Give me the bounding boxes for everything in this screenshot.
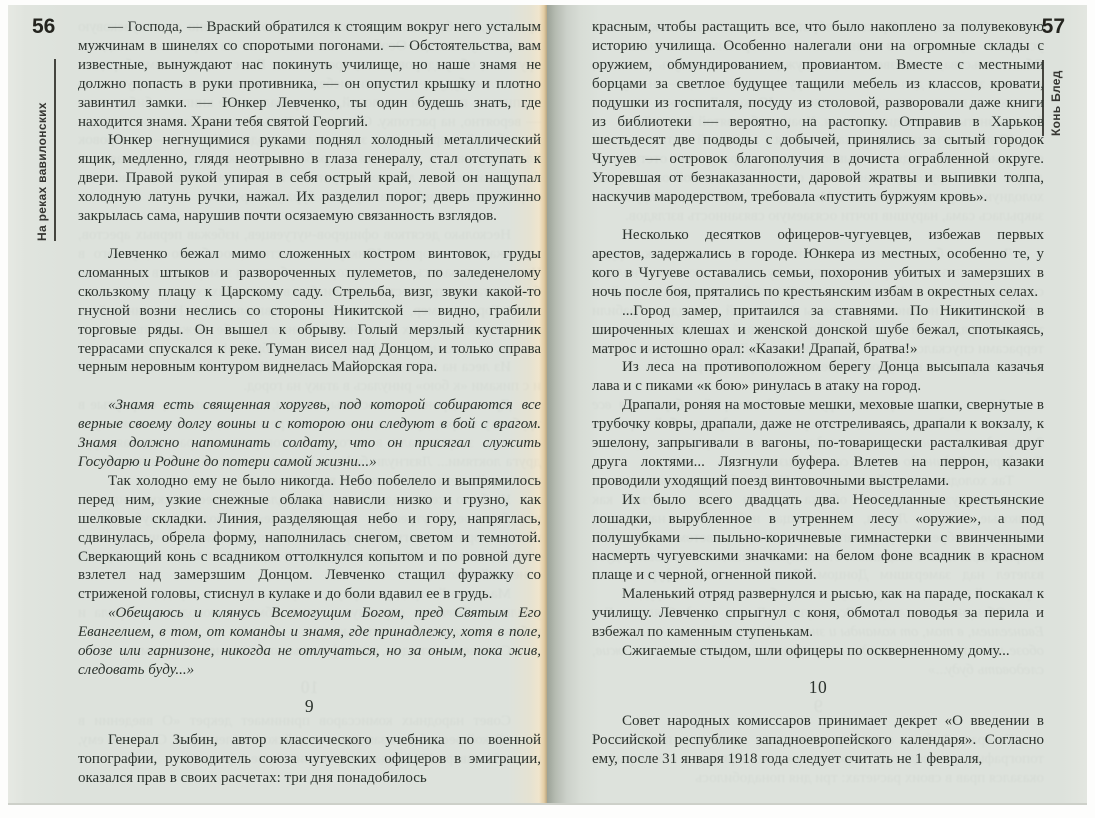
paragraph: Несколько десятков офицеров-чугуевцев, избежав первых арестов, задержались в городе. Юнкера из местных, особенно те, у кого в Чугуеве оставались семьи, похоронив убитых и замерзших в ночь после боя, прятались по крестьянским избам в окрестных селах. bbox=[592, 227, 1044, 300]
section-number: 9 bbox=[304, 695, 315, 716]
paragraph: Из леса на противоположном берегу Донца высыпала казачья лава и с пиками «к бою» ринулась в атаку на город. bbox=[592, 359, 1044, 395]
page-text-right bbox=[592, 18, 1044, 769]
paragraph: Так холодно ему не было никогда. Небо побелело и выпрямилось перед ним, узкие снежные облака нависли низко и грузно, как шелковые складки. Линия, разделяющая небо и гору, напряглась, сдвинулась, обрела форму, наполнилась снегом, светом и темнотой. Сверкающий конь с всадником оттолкнулся копытом и по ровной дуге взлетел над замерзшим Донцом. Левченко стащил фуражку со стриженой головы, стиснул в кулаке и до боли вдавил ее в грудь. bbox=[78, 472, 541, 603]
paragraph: «Знамя есть священная хоругвь, под которой собираются все верные своему долгу воины и с которою они следуют в бой с врагом. Знамя должно напоминать солдату, что он присягал служить Государю и Родине до потери самой жизни...» bbox=[78, 397, 541, 471]
page-left bbox=[8, 5, 547, 803]
running-head-right bbox=[1042, 60, 1063, 136]
paragraph: Левченко бежал мимо сложенных костром винтовок, груды сломанных штыков и развороченных пулеметов, по заледенелому скользкому плацу к Царскому саду. Стрельба, визг, звуки какой-то гнусной возни неслись со стороны Никитской — видно, грабили торговые ряды. Он вышел к обрыву. Голый мерзлый кустарник террасами спускался к реке. Туман висел над Донцом, и только справа черным неровным контуром виднелась Майорская гора. bbox=[78, 245, 541, 376]
paragraph: Совет народных комиссаров принимает декрет «О введении в Российской республике западноевропейского календаря». Согласно ему, после 31 января 1918 года следует считать не 1 февраля, bbox=[592, 712, 1044, 767]
paragraph: Сжигаемые стыдом, шли офицеры по оскверненному дому... bbox=[622, 643, 1010, 659]
paragraph: красным, чтобы растащить все, что было накоплено за полувековую историю училища. Особенно налегали они на огромные склады с оружием, обмундированием, провиантом. Вместе с местными борцами за светлое будущее тащили мебель из классов, кровати, подушки из госпиталя, посуду из столовой, разворовали даже книги из библиотеки — вероятно, на растопку. Отправив в Харьков шестьдесят две подводы с добычей, принялись за сытый городок Чугуев — островок благополучия в дочиста ограбленной округе. Угоревшая от безнаказанности, даровой жратвы и выпивки толпа, наскучив мародерством, требовала «пустить буржуям кровь». bbox=[592, 19, 1044, 206]
running-head-left-label: На реках вавилонских bbox=[35, 102, 49, 241]
paragraph: Драпали, роняя на мостовые мешки, меховые шапки, свернутые в трубочку ковры, драпали, даже не отстреливаясь, драпали к вокзалу, к эшелону, запрыгивали в вагоны, по-товарищески расталкивая друг друга локтями... Лязгнули буфера. Влетев на перрон, казаки проводили уходящий поезд винтовочными выстрелами. bbox=[592, 397, 1044, 489]
running-head-right-label: Конь Блед bbox=[1049, 70, 1063, 136]
paragraph: Маленький отряд развернулся и рысью, как на параде, поскакал к училищу. Левченко спрыгнул с коня, обмотал поводья за перила и взбежал по каменным ступенькам. bbox=[592, 586, 1044, 641]
running-head-left bbox=[35, 59, 56, 241]
paragraph: Их было всего двадцать два. Неоседланные крестьянские лошадки, вырубленное в утреннем лесу «оружие», а под полушубками — пыльно-коричневые гимнастерки с ввинченными насмерть чугуевскими значками: на белом фоне всадник в красном плаще и с черной, огненной пикой. bbox=[592, 491, 1044, 584]
page-text-left bbox=[78, 18, 541, 788]
running-head-rule bbox=[54, 59, 56, 241]
page-number-right: 57 bbox=[1041, 15, 1065, 38]
paragraph: ...Город замер, притаился за ставнями. По Никитинской в широченных клешах и женской донской шубе бежал, спотыкаясь, матрос и истошно орал: «Казаки! Драпай, братва!» bbox=[592, 302, 1044, 357]
paragraph: «Обещаюсь и клянусь Всемогущим Богом, пред Святым Его Евангелием, в том, от команды и знамя, где принадлежу, хотя в поле, обозе или гарнизоне, никогда не отлучаться, но за оным, пока жив, следовать буду...» bbox=[78, 605, 541, 678]
paragraph: — Господа, — Враский обратился к стоящим вокруг него усталым мужчинам в шинелях со споротыми погонами. — Обстоятельства, вам известные, вынуждают нас покинуть училище, но наше знамя не должно попасть в руки противника, — он опустил крышку и плотно завинтил замки. — Юнкер Левченко, ты один будешь знать, где находится знамя. Храни тебя святой Георгий. bbox=[78, 19, 541, 130]
paragraph: Генерал Зыбин, автор классического учебника по военной топографии, руководитель союза чугуевских офицеров в эмиграции, оказался прав в своих расчетах: три дня понадобилось bbox=[78, 731, 541, 786]
page-number-left: 56 bbox=[32, 15, 56, 38]
page-right bbox=[547, 5, 1087, 803]
book-spread bbox=[8, 5, 1087, 805]
paragraph: Юнкер негнущимися руками поднял холодный металлический ящик, медленно, глядя неотрывно в глаза генералу, стал отступать к двери. Правой рукой упирая в себя острый край, левой он нащупал холодную латунь ручки, нажал. Их разделил порог; дверь пружинно закрылась сама, нарушив почти осязаемую связанность взглядов. bbox=[78, 132, 541, 225]
section-number: 10 bbox=[808, 676, 828, 697]
